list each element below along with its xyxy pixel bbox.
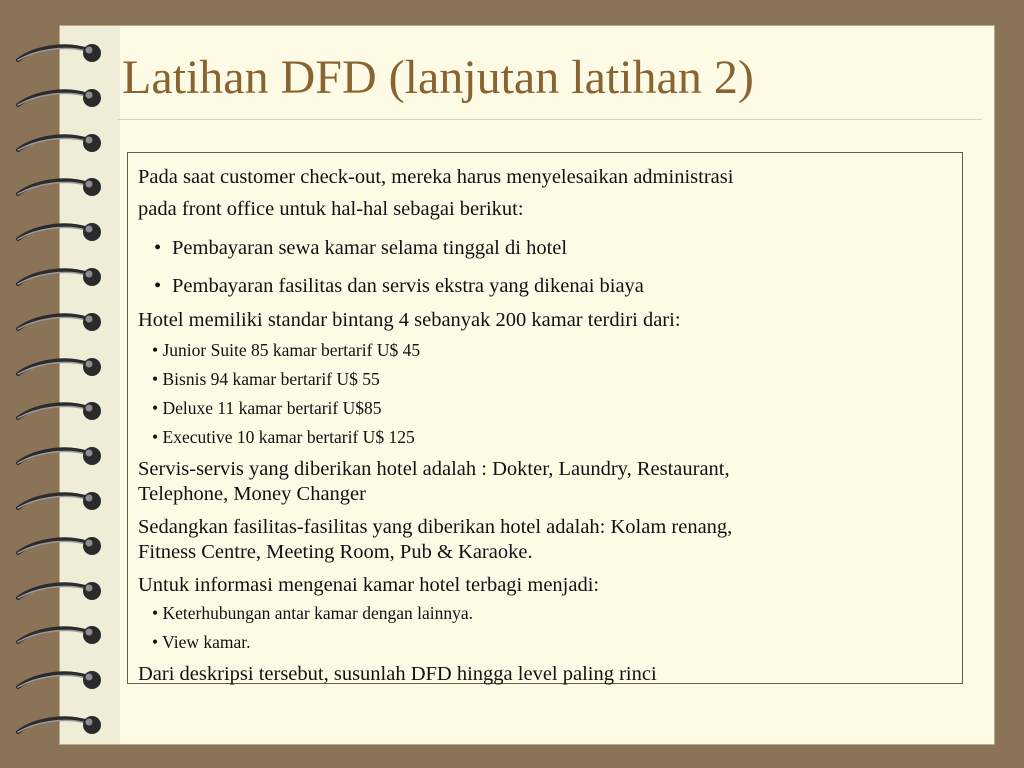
- room-type-item: • Junior Suite 85 kamar bertarif U$ 45: [152, 340, 421, 360]
- room-type-item: • Bisnis 94 kamar bertarif U$ 55: [152, 369, 380, 389]
- facilities-line: Sedangkan fasilitas-fasilitas yang diberikan hotel adalah: Kolam renang,: [138, 516, 733, 538]
- spiral-binding-ring-icon: [14, 620, 102, 650]
- spiral-binding-ring-icon: [14, 531, 102, 561]
- spiral-binding-ring-icon: [14, 83, 102, 113]
- spiral-binding-ring-icon: [14, 38, 102, 68]
- spiral-binding-ring-icon: [14, 352, 102, 382]
- content-box: [127, 152, 963, 684]
- bullet-icon: •: [154, 275, 162, 297]
- room-type-item: • Deluxe 11 kamar bertarif U$85: [152, 398, 382, 418]
- room-info-intro: Untuk informasi mengenai kamar hotel terbagi menjadi:: [138, 574, 600, 596]
- spiral-binding-ring-icon: [14, 576, 102, 606]
- room-info-item: • Keterhubungan antar kamar dengan lainnya.: [152, 603, 473, 623]
- title-divider: [118, 119, 982, 120]
- intro-line: pada front office untuk hal-hal sebagai berikut:: [138, 198, 524, 220]
- instruction-line: Dari deskripsi tersebut, susunlah DFD hingga level paling rinci: [138, 663, 657, 685]
- spiral-binding-ring-icon: [14, 665, 102, 695]
- payment-item: • Pembayaran fasilitas dan servis ekstra yang dikenai biaya: [154, 275, 644, 297]
- room-type-item: • Executive 10 kamar bertarif U$ 125: [152, 427, 415, 447]
- payment-item: • Pembayaran sewa kamar selama tinggal di hotel: [154, 237, 568, 259]
- spiral-binding-ring-icon: [14, 441, 102, 471]
- spiral-binding-ring-icon: [14, 486, 102, 516]
- bullet-icon: •: [154, 237, 162, 259]
- services-line: Servis-servis yang diberikan hotel adalah : Dokter, Laundry, Restaurant,: [138, 458, 730, 480]
- spiral-binding-ring-icon: [14, 307, 102, 337]
- facilities-line: Fitness Centre, Meeting Room, Pub & Karaoke.: [138, 541, 533, 563]
- spiral-binding-ring-icon: [14, 262, 102, 292]
- services-line: Telephone, Money Changer: [138, 483, 366, 505]
- spiral-binding-ring-icon: [14, 172, 102, 202]
- spiral-binding-ring-icon: [14, 128, 102, 158]
- hotel-intro: Hotel memiliki standar bintang 4 sebanyak 200 kamar terdiri dari:: [138, 309, 681, 331]
- spiral-binding-ring-icon: [14, 710, 102, 740]
- room-info-item: • View kamar.: [152, 632, 251, 652]
- spiral-binding-ring-icon: [14, 217, 102, 247]
- spiral-binding-ring-icon: [14, 396, 102, 426]
- intro-line: Pada saat customer check-out, mereka harus menyelesaikan administrasi: [138, 166, 734, 188]
- slide-title: Latihan DFD (lanjutan latihan 2): [122, 51, 754, 104]
